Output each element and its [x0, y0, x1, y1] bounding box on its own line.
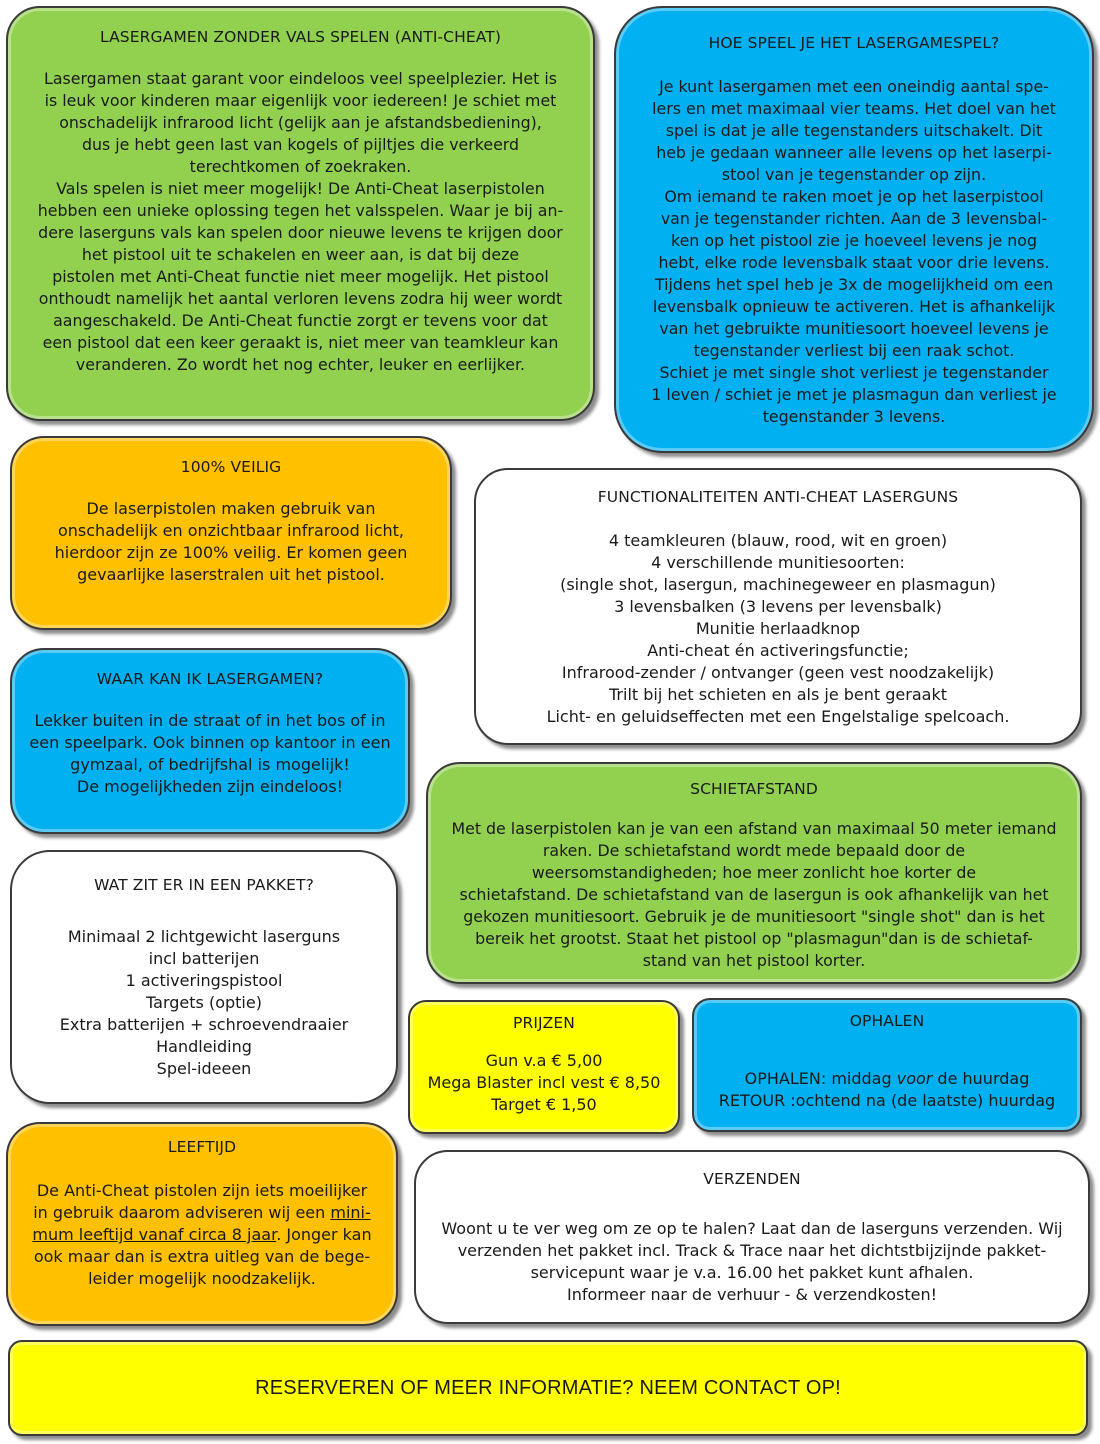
how-to-play-line: tegenstander verliest bij een raak schot.: [693, 341, 1015, 360]
age-underlined: mini-: [330, 1203, 371, 1222]
how-to-play-line: tegenstander 3 levens.: [762, 407, 946, 426]
age-line: [24, 1202, 380, 1224]
package-list: [28, 926, 380, 1080]
pickup-panel: [692, 998, 1082, 1132]
range-panel: [426, 762, 1082, 984]
where-title: WAAR KAN IK LASERGAMEN?: [96, 670, 324, 688]
features-title: FUNCTIONALITEITEN ANTI-CHEAT LASERGUNS: [597, 488, 959, 506]
range-line: weersomstandigheden; hoe meer zonlicht hoe korter de: [531, 863, 977, 882]
age-line: De Anti-Cheat pistolen zijn iets moeilijker: [36, 1181, 368, 1200]
how-to-play-body: [632, 76, 1076, 428]
anti-cheat-line: veranderen. Zo wordt het nog echter, leuker en eerlijker.: [75, 355, 526, 374]
age-line: ook maar dan is extra uitleg van de bege-: [33, 1247, 371, 1266]
anti-cheat-line: hebben een unieke oplossing tegen het valsspelen. Waar je bij an-: [37, 201, 564, 220]
price-item: Mega Blaster incl vest € 8,50: [427, 1073, 661, 1092]
range-title: SCHIETAFSTAND: [690, 780, 818, 798]
pickup-text: OPHALEN: middag: [744, 1069, 897, 1088]
shipping-body: [432, 1218, 1072, 1306]
range-line: bereik het grootst. Staat het pistool op "plasmagun"dan is de schietaf-: [475, 929, 1033, 948]
age-text: . Jonger kan: [276, 1225, 372, 1244]
anti-cheat-line: pistolen met Anti-Cheat functie niet meer mogelijk. Het pistool: [52, 267, 549, 286]
how-to-play-title: HOE SPEEL JE HET LASERGAMESPEL?: [708, 34, 1000, 52]
anti-cheat-line: dus je hebt geen last van kogels of pijltjes die verkeerd: [81, 135, 520, 154]
anti-cheat-body: [24, 68, 577, 376]
how-to-play-line: van je tegenstander richten. Aan de 3 levensbal-: [660, 209, 1048, 228]
pickup-body: [702, 1068, 1072, 1112]
where-line: gymzaal, of bedrijfshal is mogelijk!: [70, 755, 350, 774]
anti-cheat-line: een pistool dat een keer geraakt is, niet meer van teamkleur kan: [42, 333, 559, 352]
how-to-play-line: Tijdens het spel heb je 3x de mogelijkheid om een: [654, 275, 1054, 294]
package-item: Handleiding: [156, 1037, 252, 1056]
how-to-play-line: spel is dat je alle tegenstanders uitschakelt. Dit: [665, 121, 1043, 140]
shipping-line: Woont u te ver weg om ze op te halen? Laat dan de laserguns verzenden. Wij: [441, 1219, 1063, 1238]
range-line: raken. De schietafstand wordt mede bepaald door de: [542, 841, 966, 860]
anti-cheat-title: LASERGAMEN ZONDER VALS SPELEN (ANTI-CHEAT): [100, 28, 501, 46]
how-to-play-line: ken op het pistool zie je hoeveel levens je nog: [671, 231, 1037, 250]
feature-item: 4 teamkleuren (blauw, rood, wit en groen): [608, 531, 948, 550]
shipping-line: verzenden het pakket incl. Track & Trace naar het dichtstbijzijnde pakket-: [457, 1241, 1047, 1260]
features-list: [492, 530, 1064, 728]
feature-item: Infrarood-zender / ontvanger (geen vest noodzakelijk): [561, 663, 995, 682]
anti-cheat-line: dere laserguns vals kan spelen door nieuwe levens te krijgen door: [38, 223, 563, 242]
how-to-play-line: heb je gedaan wanneer alle levens op het laserpi-: [656, 143, 1052, 162]
pickup-emphasis: voor: [896, 1069, 933, 1088]
pickup-line: [702, 1068, 1072, 1090]
prices-title: PRIJZEN: [513, 1014, 575, 1032]
age-text: in gebruik daarom adviseren wij een: [33, 1203, 331, 1222]
prices-panel: [408, 1000, 680, 1134]
shipping-title: VERZENDEN: [703, 1170, 801, 1188]
where-line: Lekker buiten in de straat of in het bos of in: [34, 711, 386, 730]
how-to-play-line: hebt, elke rode levensbalk staat voor drie levens.: [658, 253, 1050, 272]
price-item: Gun v.a € 5,00: [485, 1051, 603, 1070]
prices-list: [418, 1050, 670, 1116]
anti-cheat-line: aangeschakeld. De Anti-Cheat functie zorgt er tevens voor dat: [53, 311, 548, 330]
features-panel: [474, 468, 1082, 745]
how-to-play-line: van het gebruikte munitiesoort hoeveel levens je: [659, 319, 1049, 338]
feature-item: Munitie herlaadknop: [695, 619, 861, 638]
anti-cheat-line: onschadelijk infrarood licht (gelijk aan je afstandsbediening),: [59, 113, 542, 132]
safety-line: gevaarlijke laserstralen uit het pistool.: [77, 565, 385, 584]
how-to-play-panel: [614, 6, 1094, 453]
shipping-panel: [414, 1150, 1090, 1324]
feature-item: Licht- en geluidseffecten met een Engelstalige spelcoach.: [546, 707, 1010, 726]
how-to-play-line: Je kunt lasergamen met een oneindig aantal spe-: [659, 77, 1049, 96]
package-item: incl batterijen: [148, 949, 260, 968]
how-to-play-line: levensbalk opnieuw te activeren. Het is afhankelijk: [652, 297, 1056, 316]
age-body: [24, 1180, 380, 1290]
contact-cta-text[interactable]: RESERVEREN OF MEER INFORMATIE? NEEM CONTACT OP!: [255, 1377, 841, 1399]
return-line: RETOUR :ochtend na (de laatste) huurdag: [718, 1091, 1056, 1110]
age-title: LEEFTIJD: [167, 1138, 237, 1156]
shipping-line: Informeer naar de verhuur - & verzendkosten!: [566, 1285, 938, 1304]
how-to-play-line: lers en met maximaal vier teams. Het doel van het: [652, 99, 1056, 118]
package-item: Minimaal 2 lichtgewicht laserguns: [67, 927, 341, 946]
anti-cheat-line: Lasergamen staat garant voor eindeloos veel speelplezier. Het is: [44, 69, 557, 88]
anti-cheat-line: is leuk voor kinderen maar eigenlijk voor iedereen! Je schiet met: [44, 91, 557, 110]
how-to-play-line: 1 leven / schiet je met je plasmagun dan verliest je: [651, 385, 1057, 404]
pickup-title: OPHALEN: [849, 1012, 925, 1030]
anti-cheat-panel: [6, 6, 595, 421]
package-title: WAT ZIT ER IN EEN PAKKET?: [94, 876, 314, 894]
package-item: 1 activeringspistool: [125, 971, 283, 990]
package-item: Spel-ideeen: [156, 1059, 252, 1078]
feature-item: 3 levensbalken (3 levens per levensbalk): [614, 597, 942, 616]
age-line: leider mogelijk noodzakelijk.: [88, 1269, 316, 1288]
how-to-play-line: Schiet je met single shot verliest je tegenstander: [659, 363, 1049, 382]
pickup-text: de huurdag: [932, 1069, 1030, 1088]
anti-cheat-line: het pistool uit te schakelen en weer aan, is dat bij deze: [81, 245, 520, 264]
age-underlined: mum leeftijd vanaf circa 8 jaar: [32, 1225, 277, 1244]
safety-line: onschadelijk en onzichtbaar infrarood licht,: [57, 521, 404, 540]
package-panel: [10, 850, 398, 1104]
where-body: [28, 710, 392, 798]
contact-banner[interactable]: [8, 1340, 1088, 1436]
shipping-line: servicepunt waar je v.a. 16.00 het pakket kunt afhalen.: [530, 1263, 974, 1282]
range-body: [444, 818, 1064, 972]
age-panel: [6, 1122, 398, 1326]
age-line: [24, 1224, 380, 1246]
range-line: stand van het pistool korter.: [642, 951, 866, 970]
how-to-play-line: stool van je tegenstander op zijn.: [721, 165, 987, 184]
feature-item: 4 verschillende munitiesoorten:: [651, 553, 905, 572]
feature-item: Anti-cheat én activeringsfunctie;: [647, 641, 909, 660]
range-line: Met de laserpistolen kan je van een afstand van maximaal 50 meter iemand: [451, 819, 1057, 838]
package-item: Extra batterijen + schroevendraaier: [59, 1015, 349, 1034]
range-line: schietafstand. De schietafstand van de lasergun is ook afhankelijk van het: [459, 885, 1049, 904]
how-to-play-line: Om iemand te raken moet je op het laserpistool: [664, 187, 1044, 206]
anti-cheat-line: terechtkomen of zoekraken.: [189, 157, 412, 176]
price-item: Target € 1,50: [491, 1095, 597, 1114]
package-item: Targets (optie): [146, 993, 262, 1012]
anti-cheat-line: onthoudt namelijk het aantal verloren levens zodra hij weer wordt: [38, 289, 563, 308]
range-line: gekozen munitiesoort. Gebruik je de munitiesoort "single shot" dan is het: [463, 907, 1045, 926]
feature-item: Trilt bij het schieten en als je bent geraakt: [609, 685, 947, 704]
safety-line: De laserpistolen maken gebruik van: [86, 499, 376, 518]
feature-item: (single shot, lasergun, machinegeweer en plasmagun): [560, 575, 996, 594]
safety-title: 100% VEILIG: [180, 458, 282, 476]
where-line: De mogelijkheden zijn eindeloos!: [76, 777, 344, 796]
safety-body: [28, 498, 434, 586]
safety-line: hierdoor zijn ze 100% veilig. Er komen geen: [54, 543, 408, 562]
safety-panel: [10, 436, 452, 630]
where-line: een speelpark. Ook binnen op kantoor in een: [29, 733, 391, 752]
anti-cheat-line: Vals spelen is niet meer mogelijk! De Anti-Cheat laserpistolen: [56, 179, 545, 198]
where-panel: [10, 648, 410, 834]
